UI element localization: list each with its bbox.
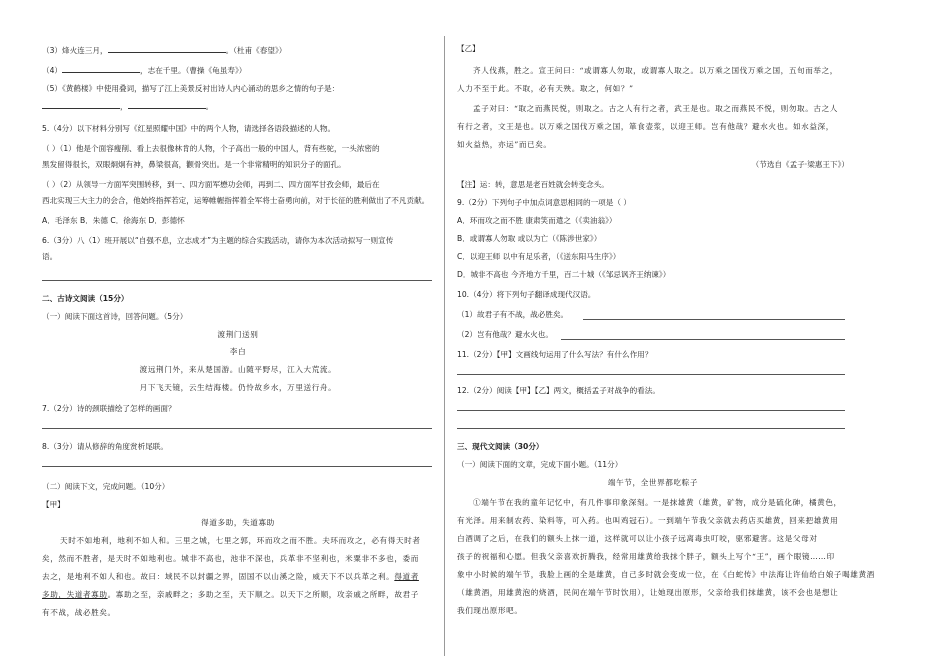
q4-5-end: 。: [205, 102, 214, 111]
text-yi-line-3: 孟子对曰：“取之而燕民悦，则取之。古之人有行之者，武王是也。取之而燕民不悦，则勿取。古之人: [473, 104, 839, 113]
q9-option-c: C．以迎王师 以中有足乐者，（《送东阳马生序》）: [457, 252, 621, 261]
q6-title: 6.（3分）八（1）班开展以“自强不息，立志成才”为主题的综合实践活动，请你为本次活动拟写一则宣传: [42, 236, 394, 245]
q9-option-a: A．环而攻之而不胜 康肃笑而遣之（《卖油翁》）: [457, 216, 617, 225]
text-jia-line-4-text: 。寡助之至，亲戚畔之；多助之至，天下顺之。以天下之所顺，攻亲戚之所畔，故君子: [107, 590, 419, 599]
q8-title: 8.（3分）请从修辞的角度赏析尾联。: [42, 442, 168, 451]
section-2-heading: 二、古诗文阅读（15分）: [42, 294, 129, 303]
poem-line-2: 月下飞天镜，云生结海楼。仍怜故乡水，万里送行舟。: [139, 383, 337, 392]
poem-line-1: 渡远荆门外，来从楚国游。山随平野尽，江入大荒流。: [139, 365, 337, 374]
section-3-heading: 三、现代文阅读（30分）: [457, 442, 544, 451]
q4-4-prefix: （4）: [42, 66, 63, 75]
answer-line[interactable]: [42, 280, 432, 281]
text-jia-line-2: 矣，然而不胜者，是天时不如地利也。城非不高也，池非不深也，兵革非不坚利也，米粟非不多也，委而: [42, 554, 419, 563]
q5-para-2b: 西北实现三大主力的会合，他始终指挥若定，运筹帷幄指挥着全军将士奋勇向前，对于长征的胜利做出了不凡贡献。: [42, 196, 430, 205]
q5-para-2a: （ ）（2）从领导一方面军突围转移，到一、四方面军懋功会师，再到二、四方面军甘孜会师，最后在: [42, 180, 380, 189]
q4-3-prefix: （3）烽火连三月，: [42, 46, 108, 55]
text-jia-line-4: [42, 590, 419, 600]
answer-blank[interactable]: [128, 100, 206, 109]
article-line-5: 象中小时候的端午节，我脸上画的全是雄黄，自己多时就会变成一位，在《白蛇传》中法海让许仙给白娘子喝雄黄酒: [457, 570, 875, 579]
article-line-4: 孩子的祝福和心愿。但我父亲喜欢折腾我，经常用雄黄给我抹个胖子，额头上写个“王”，画个眼镜……印: [457, 552, 835, 561]
answer-line[interactable]: [42, 466, 432, 467]
q11-title: 11.（2分）【甲】文画线句运用了什么写法？有什么作用？: [457, 350, 653, 359]
poem-title: 渡荆门送别: [217, 330, 259, 339]
subsection-1-heading: （一）阅读下面这首诗，回答问题。（5分）: [42, 312, 188, 321]
q7-title: 7.（2分）诗的颈联描绘了怎样的画面？: [42, 404, 176, 413]
article-line-1: ①端午节在我的童年记忆中，有几件事印象深刻。一是抹雄黄（雄黄，矿物，成分是硫化砷，橘黄色，: [473, 498, 842, 507]
text-yi-note: 【注】运：转，意思是老百姓就会转变念头。: [457, 180, 609, 189]
q9-option-b: B．或谓寡人勿取 或以为亡（《陈涉世家》）: [457, 234, 602, 243]
poem-author: 李白: [229, 347, 247, 356]
text-jia-line-1: 天时不如地利，地利不如人和。三里之城，七里之郭，环而攻之而不胜。夫环而攻之，必有得天时者: [60, 536, 421, 545]
answer-line[interactable]: [457, 410, 845, 411]
text-yi-line-4: 有行之者，文王是也。以万乘之国伐万乘之国，箪食壶浆，以迎王师。岂有他哉？避水火也。如水益深，: [457, 122, 834, 131]
q5-para-1a: （ ）（1）他是个面容瘦削、看上去很像林肯的人物，个子高出一般的中国人，背有些驼，一头浓密的: [42, 144, 380, 153]
text-yi-line-1: 齐人伐燕，胜之。宣王问曰：“或谓寡人勿取，或谓寡人取之。以万乘之国伐万乘之国，五旬而举之，: [473, 66, 839, 75]
answer-line[interactable]: [457, 374, 845, 375]
q4-3-suffix: 。（杜甫《春望》）: [225, 46, 287, 55]
q5-para-1b: 黑发留得很长，双眼炯炯有神，鼻梁很高，颧骨突出。是一个非常精明的知识分子的面孔。: [42, 160, 346, 169]
answer-line[interactable]: [583, 319, 845, 320]
text-jia-label: 【甲】: [42, 500, 65, 509]
subsection-2-heading: （二）阅读下文，完成问题。（10分）: [42, 482, 170, 491]
article-line-2: 有光泽。用来制农药、染料等，可入药。也叫鸡冠石）。一到端午节我父亲就去药店买雄黄，回来把雄黄用: [457, 516, 839, 525]
q10-item-2: [457, 330, 553, 340]
answer-blank[interactable]: [108, 44, 226, 53]
underlined-phrase: 得道者: [394, 572, 419, 581]
article-line-7: 我们现出原形吧。: [457, 606, 523, 615]
answer-line[interactable]: [561, 339, 845, 340]
q10-title: 10.（4分）将下列句子翻译成现代汉语。: [457, 290, 596, 299]
q4-item-3: [42, 44, 286, 56]
q4-5-separator: ，: [120, 102, 128, 111]
text-jia-line-5: 有不战，战必胜矣。: [42, 608, 116, 617]
text-yi-line-2: 人力不至于此。不取，必有天殃。取之，何如？”: [457, 84, 634, 93]
q6-title-cont: 语。: [42, 252, 58, 261]
answer-blank[interactable]: [62, 64, 140, 73]
text-yi-source: （节选自《孟子·梁惠王下》）: [751, 160, 849, 169]
answer-line[interactable]: [42, 428, 432, 429]
subsection-3-heading: （一）阅读下面的文章，完成下面小题。（11分）: [457, 460, 623, 469]
q4-item-5-blanks: [42, 100, 213, 112]
q9-option-d: D．城非不高也 今齐地方千里，百二十城（《邹忌讽齐王纳谏》）: [457, 270, 671, 279]
q12-title: 12.（2分）阅读【甲】【乙】两文，概括孟子对战争的看法。: [457, 386, 660, 395]
article-line-3: 白酒调了之后，在我们的额头上抹一道，这样就可以让小孩子远离毒虫叮咬，驱邪避害。这是父母对: [457, 534, 818, 543]
q5-title: 5.（4分）以下材料分别写《红星照耀中国》中的两个人物，请选择各语段描述的人物。: [42, 124, 336, 133]
article-title: 端午节，全世界都吃粽子: [607, 478, 699, 487]
text-jia-title: 得道多助，失道寡助: [201, 518, 275, 527]
answer-blank[interactable]: [42, 100, 120, 109]
underlined-phrase: 多助，失道者寡助: [42, 590, 108, 599]
q5-options: A．毛泽东 B．朱德 C．徐海东 D．彭德怀: [42, 216, 185, 225]
text-yi-line-5: 如火益热，亦运”而已矣。: [457, 140, 552, 149]
article-line-6: （雄黄酒，用雄黄泡的烧酒，民间在端午节时饮用），让她现出原形，父亲给我们抹雄黄，该不会也是想让: [457, 588, 839, 597]
q4-item-4: [42, 64, 246, 76]
column-divider: [444, 36, 445, 656]
answer-line[interactable]: [457, 428, 845, 429]
text-jia-line-3-text: 去之，是地利不如人和也。故曰：域民不以封疆之界，固国不以山溪之险，威天下不以兵革之利。: [42, 572, 395, 581]
text-yi-label: 【乙】: [457, 44, 480, 53]
q9-title: 9.（2分）下列句子中加点词意思相同的一项是（ ）: [457, 198, 631, 207]
q4-4-suffix: ，志在千里。（曹操《龟虽寿》）: [140, 66, 247, 75]
q10-item-1-text: （1）故君子有不战，战必胜矣。: [457, 310, 569, 319]
q10-item-1: [457, 310, 568, 320]
q4-item-5: （5）《黄鹤楼》中使用叠词，描写了江上美景反衬出诗人内心涌动的思乡之情的句子是：: [42, 84, 340, 93]
q10-item-2-text: （2）岂有他哉？避水火也。: [457, 330, 553, 339]
text-jia-line-3: [42, 572, 419, 582]
